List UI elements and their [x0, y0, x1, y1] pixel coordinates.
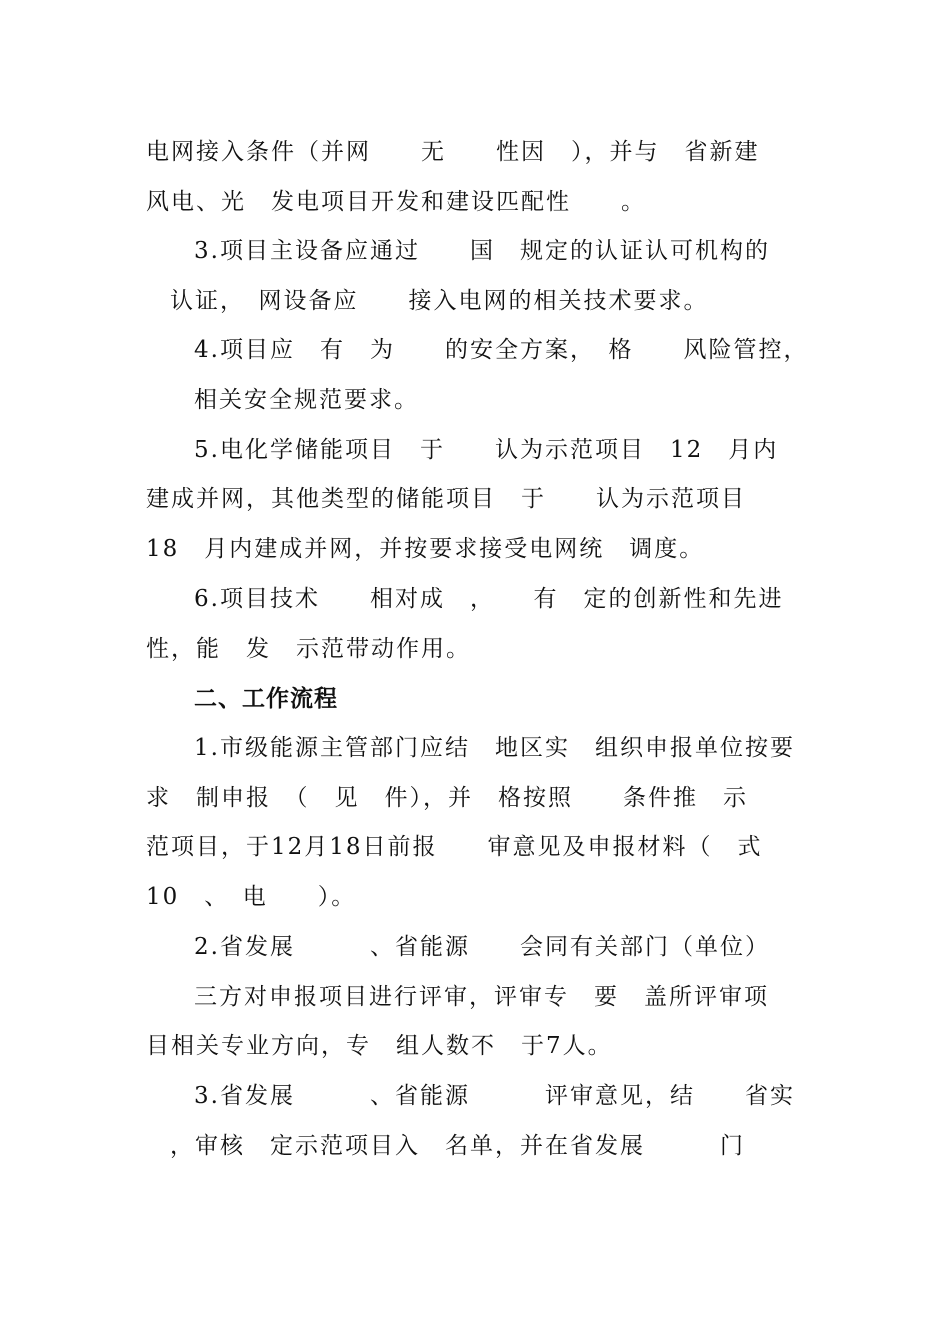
section-heading-workflow: 二、工作流程: [194, 686, 338, 712]
text-line-15: 范项目，于12月18日前报 审意见及申报材料（ 式: [146, 834, 763, 860]
text-line-18: 三方对申报项目进行评审，评审专 要 盖所评审项: [194, 984, 769, 1010]
text-line-9: 18 月内建成并网，并按要求接受电网统 调度。: [146, 536, 705, 562]
text-line-17: 2.省发展 、省能源 会同有关部门（单位）: [194, 934, 770, 960]
text-line-2: 风电、光 发电项目开发和建设匹配性 。: [146, 189, 646, 215]
text-line-1: 电网接入条件（并网 无 性因 ），并与 省新建: [146, 139, 760, 165]
text-line-4: 认证， 网设备应 接入电网的相关技术要求。: [170, 288, 709, 314]
text-line-5: 4.项目应 有 为 的安全方案， 格 风险管控，: [194, 337, 809, 363]
text-line-19: 目相关专业方向，专 组人数不 于7人。: [146, 1033, 613, 1059]
text-line-14: 求 制申报 （ 见 件），并 格按照 条件推 示: [146, 785, 748, 811]
text-line-20: 3.省发展 、省能源 评审意见，结 省实: [194, 1083, 795, 1109]
text-line-7: 5.电化学储能项目 于 认为示范项目 12 月内: [194, 437, 779, 463]
text-line-13: 1.市级能源主管部门应结 地区实 组织申报单位按要: [194, 735, 795, 761]
text-line-11: 性，能 发 示范带动作用。: [146, 636, 471, 662]
text-line-8: 建成并网，其他类型的储能项目 于 认为示范项目: [146, 486, 746, 512]
text-line-16: 10 、 电 ）。: [146, 884, 357, 910]
text-line-10: 6.项目技术 相对成 ， 有 定的创新性和先进: [194, 586, 784, 612]
text-line-3: 3.项目主设备应通过 国 规定的认证认可机构的: [194, 238, 770, 264]
text-line-21: ，审核 定示范项目入 名单，并在省发展 门: [170, 1133, 745, 1159]
text-line-6: 相关安全规范要求。: [194, 387, 419, 413]
